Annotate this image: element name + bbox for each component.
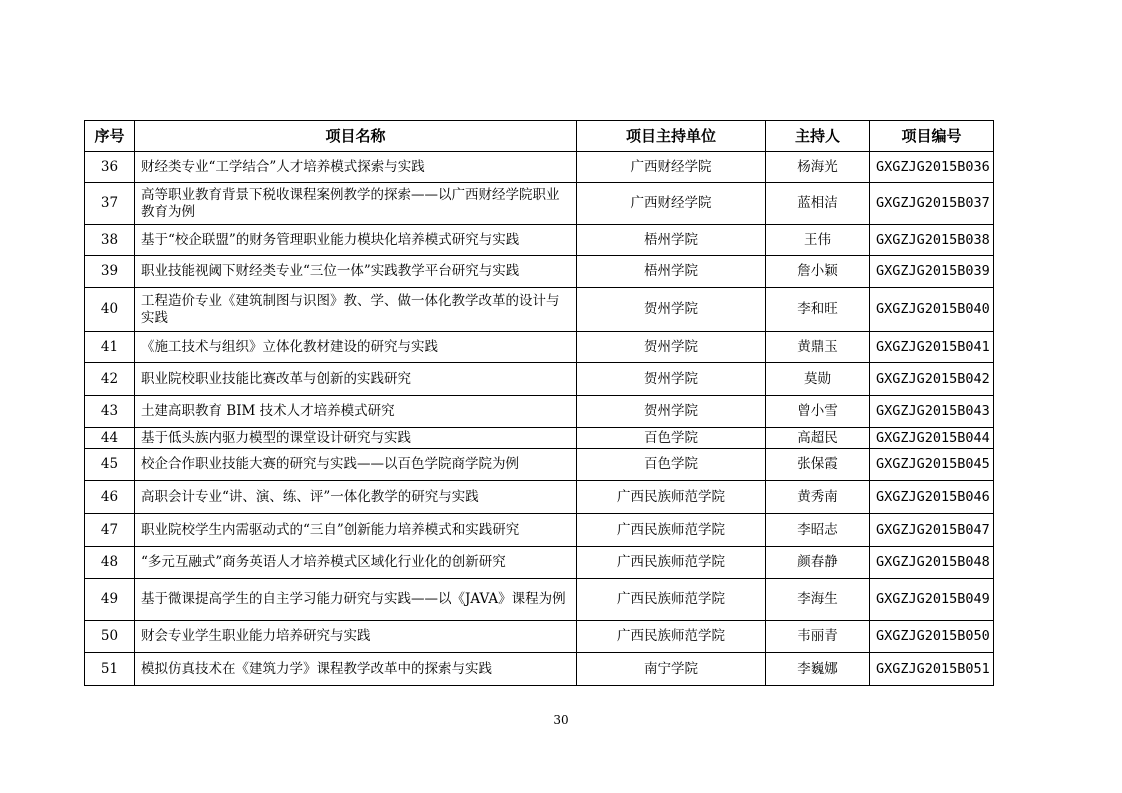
- row-no: 36: [85, 152, 135, 183]
- row-no: 48: [85, 547, 135, 579]
- row-unit: 广西财经学院: [577, 183, 766, 225]
- header-unit: 项目主持单位: [577, 121, 766, 152]
- table-row: [85, 481, 994, 514]
- header-host: 主持人: [766, 121, 870, 152]
- row-unit: 广西民族师范学院: [577, 481, 766, 514]
- header-no: 序号: [85, 121, 135, 152]
- row-host: 黄鼎玉: [766, 332, 870, 363]
- row-no: 47: [85, 514, 135, 547]
- table-row: [85, 396, 994, 428]
- row-name: 高职会计专业“讲、演、练、评”一体化教学的研究与实践: [135, 481, 577, 514]
- row-no: 43: [85, 396, 135, 428]
- row-name: 职业院校学生内需驱动式的“三自”创新能力培养模式和实践研究: [135, 514, 577, 547]
- row-code: GXGZJG2015B037: [870, 183, 994, 225]
- table-row: [85, 256, 994, 288]
- table-row: [85, 363, 994, 396]
- row-unit: 广西民族师范学院: [577, 514, 766, 547]
- row-code: GXGZJG2015B036: [870, 152, 994, 183]
- table-row: [85, 621, 994, 653]
- row-unit: 贺州学院: [577, 332, 766, 363]
- table-row: [85, 547, 994, 579]
- row-no: 39: [85, 256, 135, 288]
- row-unit: 南宁学院: [577, 653, 766, 686]
- row-code: GXGZJG2015B045: [870, 449, 994, 481]
- row-no: 46: [85, 481, 135, 514]
- row-no: 37: [85, 183, 135, 225]
- row-name: 《施工技术与组织》立体化教材建设的研究与实践: [135, 332, 577, 363]
- row-unit: 贺州学院: [577, 396, 766, 428]
- row-no: 42: [85, 363, 135, 396]
- row-code: GXGZJG2015B047: [870, 514, 994, 547]
- row-name: 基于“校企联盟”的财务管理职业能力模块化培养模式研究与实践: [135, 225, 577, 256]
- row-code: GXGZJG2015B051: [870, 653, 994, 686]
- row-unit: 广西民族师范学院: [577, 621, 766, 653]
- row-code: GXGZJG2015B042: [870, 363, 994, 396]
- row-code: GXGZJG2015B041: [870, 332, 994, 363]
- row-no: 40: [85, 288, 135, 332]
- table-header-row: [85, 121, 994, 152]
- row-no: 44: [85, 428, 135, 449]
- row-host: 张保霞: [766, 449, 870, 481]
- header-name: 项目名称: [135, 121, 577, 152]
- row-name: 财经类专业“工学结合”人才培养模式探索与实践: [135, 152, 577, 183]
- row-host: 詹小颖: [766, 256, 870, 288]
- row-code: GXGZJG2015B050: [870, 621, 994, 653]
- row-no: 51: [85, 653, 135, 686]
- table-row: [85, 152, 994, 183]
- table-row: [85, 183, 994, 225]
- row-no: 49: [85, 579, 135, 621]
- row-no: 50: [85, 621, 135, 653]
- table-row: [85, 449, 994, 481]
- row-unit: 百色学院: [577, 428, 766, 449]
- row-unit: 梧州学院: [577, 225, 766, 256]
- row-name: 高等职业教育背景下税收课程案例教学的探索——以广西财经学院职业教育为例: [135, 183, 577, 225]
- row-name: 基于低头族内驱力模型的课堂设计研究与实践: [135, 428, 577, 449]
- row-unit: 梧州学院: [577, 256, 766, 288]
- row-host: 李和旺: [766, 288, 870, 332]
- row-host: 王伟: [766, 225, 870, 256]
- row-unit: 贺州学院: [577, 363, 766, 396]
- row-host: 李海生: [766, 579, 870, 621]
- row-name: 土建高职教育 BIM 技术人才培养模式研究: [135, 396, 577, 428]
- row-code: GXGZJG2015B039: [870, 256, 994, 288]
- row-host: 李昭志: [766, 514, 870, 547]
- row-name: 工程造价专业《建筑制图与识图》教、学、做一体化教学改革的设计与实践: [135, 288, 577, 332]
- project-table: [84, 120, 994, 686]
- row-name: “多元互融式”商务英语人才培养模式区域化行业化的创新研究: [135, 547, 577, 579]
- row-code: GXGZJG2015B044: [870, 428, 994, 449]
- row-no: 45: [85, 449, 135, 481]
- table-row: [85, 332, 994, 363]
- page-number: 30: [553, 713, 569, 727]
- table-row: [85, 288, 994, 332]
- table-row: [85, 653, 994, 686]
- row-code: GXGZJG2015B040: [870, 288, 994, 332]
- row-no: 38: [85, 225, 135, 256]
- row-name: 模拟仿真技术在《建筑力学》课程教学改革中的探索与实践: [135, 653, 577, 686]
- row-host: 高超民: [766, 428, 870, 449]
- table-row: [85, 428, 994, 449]
- table-row: [85, 514, 994, 547]
- row-unit: 广西财经学院: [577, 152, 766, 183]
- row-name: 财会专业学生职业能力培养研究与实践: [135, 621, 577, 653]
- row-unit: 广西民族师范学院: [577, 579, 766, 621]
- row-host: 颜春静: [766, 547, 870, 579]
- row-host: 李巍娜: [766, 653, 870, 686]
- table-row: [85, 579, 994, 621]
- row-unit: 贺州学院: [577, 288, 766, 332]
- row-code: GXGZJG2015B048: [870, 547, 994, 579]
- row-name: 职业技能视阈下财经类专业“三位一体”实践教学平台研究与实践: [135, 256, 577, 288]
- row-code: GXGZJG2015B038: [870, 225, 994, 256]
- row-unit: 百色学院: [577, 449, 766, 481]
- row-name: 基于微课提高学生的自主学习能力研究与实践——以《JAVA》课程为例: [135, 579, 577, 621]
- row-code: GXGZJG2015B046: [870, 481, 994, 514]
- row-unit: 广西民族师范学院: [577, 547, 766, 579]
- table-row: [85, 225, 994, 256]
- row-name: 职业院校职业技能比赛改革与创新的实践研究: [135, 363, 577, 396]
- row-code: GXGZJG2015B049: [870, 579, 994, 621]
- header-code: 项目编号: [870, 121, 994, 152]
- row-host: 杨海光: [766, 152, 870, 183]
- row-code: GXGZJG2015B043: [870, 396, 994, 428]
- row-host: 曾小雪: [766, 396, 870, 428]
- row-host: 黄秀南: [766, 481, 870, 514]
- row-host: 韦丽青: [766, 621, 870, 653]
- row-host: 蓝相洁: [766, 183, 870, 225]
- row-name: 校企合作职业技能大赛的研究与实践——以百色学院商学院为例: [135, 449, 577, 481]
- row-host: 莫勋: [766, 363, 870, 396]
- row-no: 41: [85, 332, 135, 363]
